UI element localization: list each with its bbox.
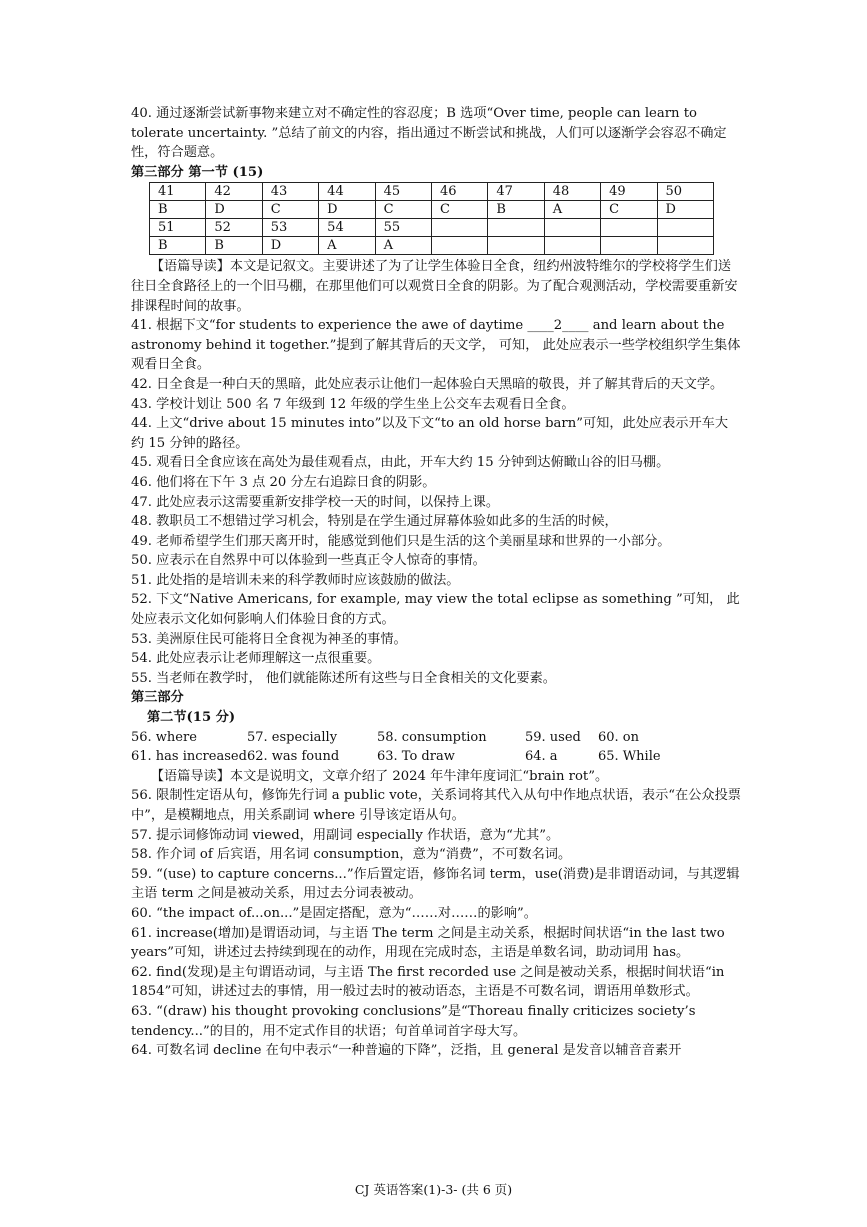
passage-intro-1: 【语篇导读】本文是记叙文。主要讲述了为了让学生体验日全食，纽约州波特维尔的学校将学生们送往日全食路径上的一个旧马棚，在那里他们可以观赏日全食的阴影。为了配合观测活动，学校需要重新安排课程时间的故事。 [131,259,738,314]
table-row [150,183,714,201]
table-cell: 53 [262,219,318,237]
section-3-part-1-heading: 第三部分 第一节 (15) [131,164,264,180]
page-footer: CJ 英语答案(1)-3- (共 6 页) [354,1182,513,1197]
answer-57: 57. especially [247,729,338,745]
answer-60: 60. on [598,729,640,745]
table-cell [431,237,487,255]
table-cell: 43 [262,183,318,201]
table-cell: 51 [150,219,206,237]
table-cell: 45 [375,183,431,201]
explanation-52: 52. 下文“Native Americans, for example, may view the total eclipse as something ”可知， 此处应表示文化如何影响人们体验日食的方式。 [131,592,740,628]
answer-56: 56. where [131,729,197,745]
explanation-58: 58. 作介词 of 后宾语，用名词 consumption，意为“消费”，不可数名词。 [131,847,572,863]
explanation-41: 41. 根据下文“for students to experience the awe of daytime ____2____ and learn about the astronomy behind it together.”提到了解其背后的天文学， 可知， 此处应表示一些学校组织学生集体观看日全食。 [131,318,741,373]
table-row [150,219,714,237]
explanation-54: 54. 此处应表示让老师理解这一点很重要。 [131,651,381,667]
table-cell: C [262,201,318,219]
table-cell: C [375,201,431,219]
explanation-47: 47. 此处应表示这需要重新安排学校一天的时间，以保持上课。 [131,494,500,510]
explanation-43: 43. 学校计划让 500 名 7 年级到 12 年级的学生坐上公交车去观看日全食。 [131,396,575,412]
table-cell: 49 [601,183,657,201]
page-content [131,104,741,1061]
explanation-61: 61. increase(增加)是谓语动词，与主语 The term 之间是主动关系，根据时间状语“in the last two years”可知，讲述过去持续到现在的动作，用现在完成时态，主语是单数名词，助动词用 has。 [131,925,725,961]
fill-in-answers [131,728,741,767]
table-cell: 54 [319,219,375,237]
table-cell: B [206,237,262,255]
answer-58: 58. consumption [377,729,487,745]
table-cell: 42 [206,183,262,201]
explanation-44: 44. 上文“drive about 15 minutes into”以及下文“to an old horse barn”可知，此处应表示开车大约 15 分钟的路径。 [131,416,729,451]
table-cell: D [657,201,713,219]
explanation-51: 51. 此处指的是培训未来的科学教师时应该鼓励的做法。 [131,572,460,588]
answer-64: 64. a [525,749,558,765]
table-row [150,237,714,255]
answer-63: 63. To draw [377,749,455,765]
answer-65: 65. While [598,749,661,765]
answer-table [149,182,714,255]
table-cell: D [319,201,375,219]
explanation-63: 63. “(draw) his thought provoking conclusions”是“Thoreau finally criticizes society’s tendency...”的目的，用不定式作目的状语；句首单词首字母大写。 [131,1003,696,1039]
table-cell: B [150,201,206,219]
answer-61: 61. has increased [131,749,247,765]
table-row [150,201,714,219]
explanation-46: 46. 他们将在下午 3 点 20 分左右追踪日食的阴影。 [131,474,436,490]
table-cell: 47 [488,183,544,201]
table-cell [544,237,600,255]
explanation-50: 50. 应表示在自然界中可以体验到一些真正令人惊奇的事情。 [131,553,486,569]
explanation-64: 64. 可数名词 decline 在句中表示“一种普遍的下降”，泛指，且 general 是发音以辅音音素开 [131,1043,682,1059]
table-cell: A [319,237,375,255]
table-cell: C [601,201,657,219]
explanation-42: 42. 日全食是一种白天的黑暗，此处应表示让他们一起体验白天黑暗的敬畏，并了解其背后的天文学。 [131,376,724,392]
explanation-49: 49. 老师希望学生们那天离开时，能感觉到他们只是生活的这个美丽星球和世界的一小部分。 [131,533,671,549]
table-cell: B [150,237,206,255]
table-cell: 44 [319,183,375,201]
answer-59: 59. used [525,729,581,745]
table-cell [601,219,657,237]
table-cell [544,219,600,237]
explanation-62: 62. find(发现)是主句谓语动词，与主语 The first recorded use 之间是被动关系，根据时间状语“in 1854”可知，讲述过去的事情，用一般过去时的被动语态，主语是不可数名词，谓语用单数形式。 [131,964,725,1000]
explanation-56: 56. 限制性定语从句，修饰先行词 a public vote，关系词将其代入从句中作地点状语，表示“在公众投票中”，是模糊地点，用关系副词 where 引导该定语从句。 [131,788,741,823]
table-cell: 55 [375,219,431,237]
table-cell: D [206,201,262,219]
explanation-45: 45. 观看日全食应该在高处为最佳观看点，由此，开车大约 15 分钟到达俯瞰山谷的旧马棚。 [131,455,670,471]
explanation-59: 59. “(use) to capture concerns...”作后置定语，修饰名词 term，use(消费)是非谓语动词，与其逻辑主语 term 之间是被动关系，用过去分词表被动。 [131,866,740,902]
explanation-55: 55. 当老师在教学时， 他们就能陈述所有这些与日全食相关的文化要素。 [131,670,556,686]
table-cell: D [262,237,318,255]
table-cell [657,219,713,237]
table-cell [431,219,487,237]
table-cell: C [431,201,487,219]
table-cell: 41 [150,183,206,201]
table-cell: 48 [544,183,600,201]
table-cell: 50 [657,183,713,201]
section-3-part-2-heading: 第二节(15 分) [147,710,236,726]
section-3-heading: 第三部分 [131,690,184,706]
table-cell [657,237,713,255]
question-40-explanation: 40. 通过逐渐尝试新事物来建立对不确定性的容忍度；B 选项“Over time, people can learn to tolerate uncertainty. ”总结了前文的内容，指出通过不断尝试和挑战，人们可以逐渐学会容忍不确定性，符合题意。 [131,106,727,161]
answer-62: 62. was found [247,749,340,765]
explanation-48: 48. 教职员工不想错过学习机会，特别是在学生通过屏幕体验如此多的生活的时候， [131,514,618,530]
table-cell: A [544,201,600,219]
explanation-60: 60. “the impact of...on...”是固定搭配，意为“……对……的影响”。 [131,905,537,921]
table-cell: 52 [206,219,262,237]
table-cell [601,237,657,255]
explanation-57: 57. 提示词修饰动词 viewed，用副词 especially 作状语，意为“尤其”。 [131,827,560,843]
table-cell: A [375,237,431,255]
passage-intro-2: 【语篇导读】本文是说明文，文章介绍了 2024 年牛津年度词汇“brain rot”。 [150,768,609,784]
table-cell [488,237,544,255]
table-cell: B [488,201,544,219]
explanation-53: 53. 美洲原住民可能将日全食视为神圣的事情。 [131,631,407,647]
table-cell: 46 [431,183,487,201]
table-cell [488,219,544,237]
